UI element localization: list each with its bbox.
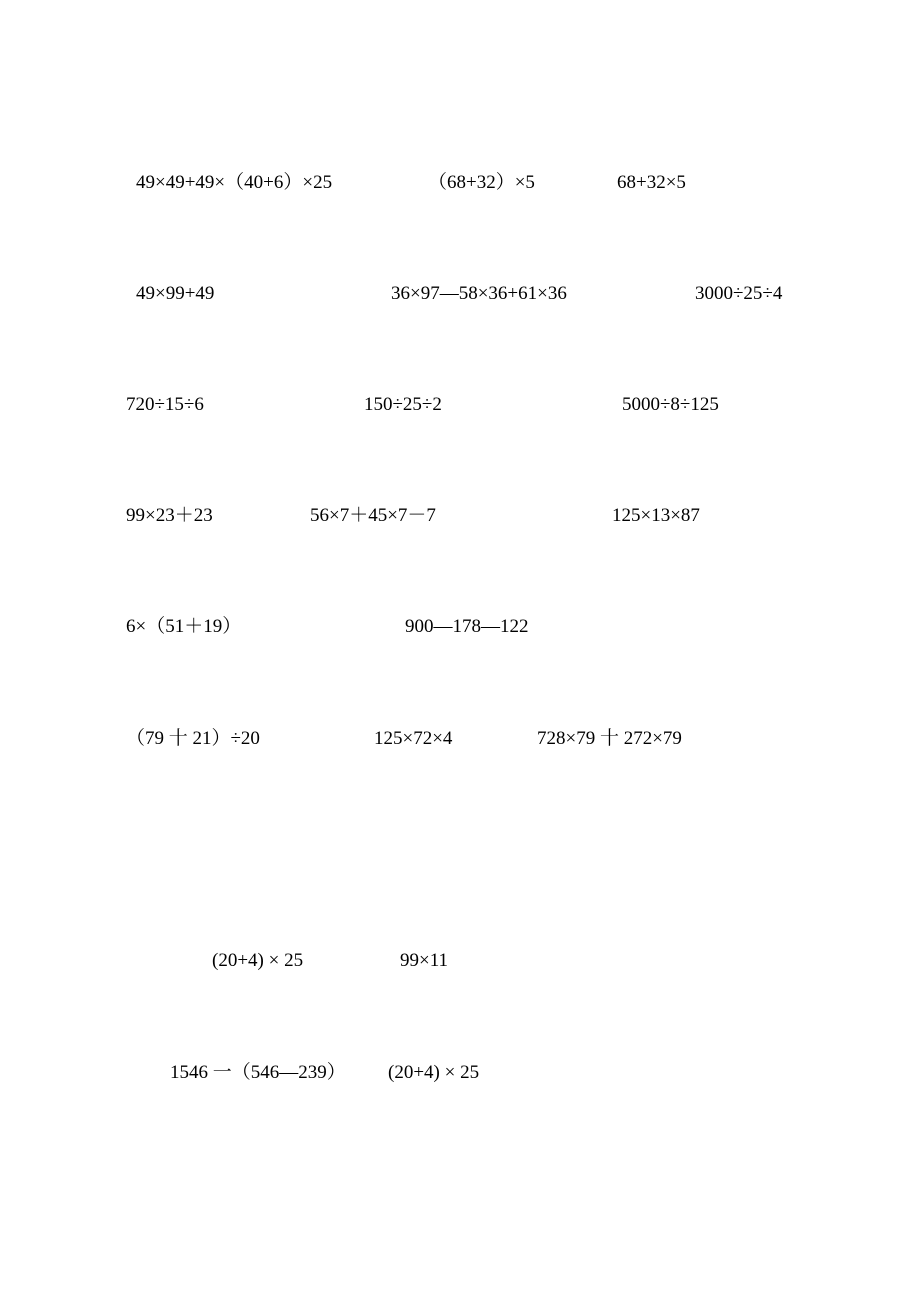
- expression: 68+32×5: [617, 172, 686, 193]
- expression: 56×7＋45×7－7: [310, 505, 436, 526]
- expression: 6×（51＋19）: [126, 616, 242, 637]
- expression: 36×97—58×36+61×36: [391, 283, 567, 304]
- expression: 49×99+49: [136, 283, 215, 304]
- expression: （68+32）×5: [428, 172, 535, 193]
- expression: (20+4) × 25: [388, 1062, 480, 1083]
- expression: 900—178—122: [405, 616, 529, 637]
- expression: （79 十 21）÷20: [126, 728, 260, 749]
- expression: 49×49+49×（40+6）×25: [136, 172, 333, 193]
- expression: 720÷15÷6: [126, 394, 204, 415]
- expression: 728×79 十 272×79: [537, 728, 682, 749]
- expression: 5000÷8÷125: [622, 394, 719, 415]
- expression: 125×72×4: [374, 728, 453, 749]
- expression: 1546 一（546—239）: [170, 1062, 346, 1083]
- expression: 99×11: [400, 950, 449, 971]
- expression: 3000÷25÷4: [695, 283, 783, 304]
- expression: 99×23＋23: [126, 505, 213, 526]
- expression: 125×13×87: [612, 505, 700, 526]
- expression: 150÷25÷2: [364, 394, 442, 415]
- expression: (20+4) × 25: [212, 950, 304, 971]
